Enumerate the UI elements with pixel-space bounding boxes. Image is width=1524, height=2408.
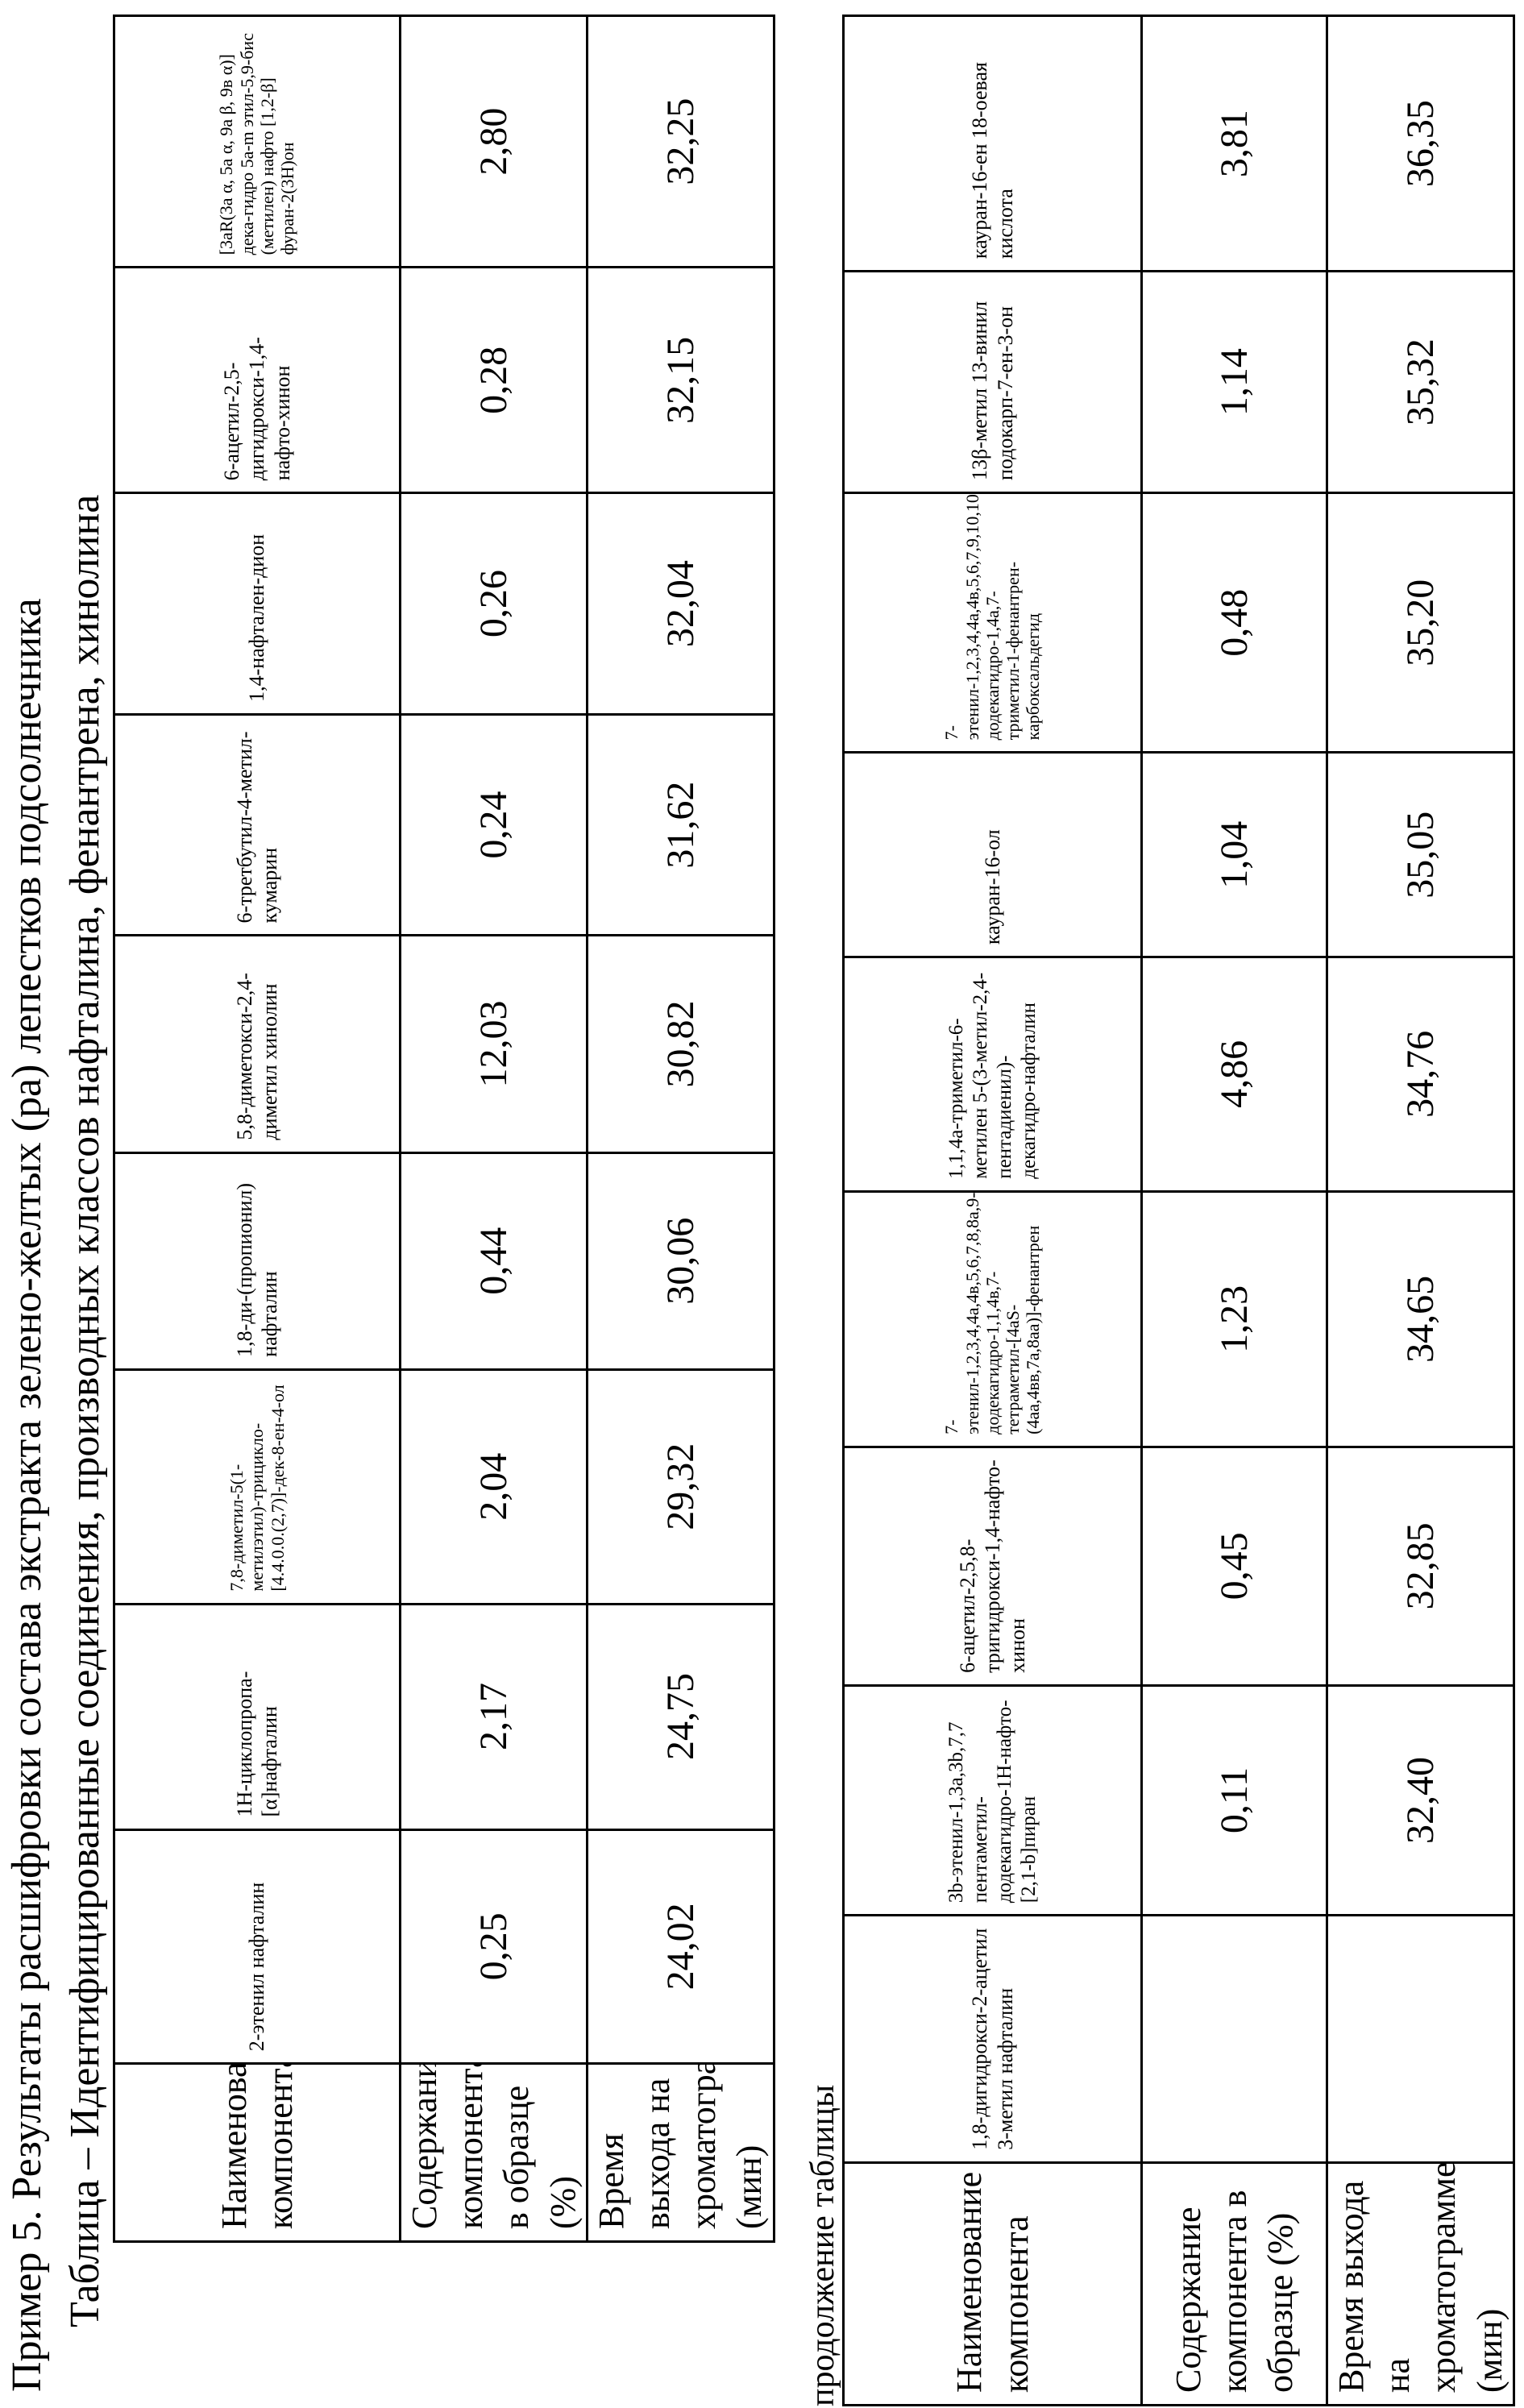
time-value: 30,82 xyxy=(587,936,774,1152)
compound-name: 6-третбутил-4-метил-кумарин xyxy=(114,714,401,936)
content-value: 4,86 xyxy=(1142,957,1327,1192)
content-value: 0,44 xyxy=(401,1152,588,1369)
compound-name: 1,1,4a-триметил-6-метилен 5-(3-метил-2,4-пентадиенил)-декагидро-нафталин xyxy=(844,957,1142,1192)
table-row xyxy=(114,16,401,2242)
content-value: 0,25 xyxy=(401,1829,588,2064)
compound-name: 6-ацетил-2,5-дигидрокси-1,4-нафто-хинон xyxy=(114,268,401,493)
table-row xyxy=(1327,16,1514,2406)
compounds-table xyxy=(113,15,775,2243)
compound-name: 1Н-циклопропа-[α]нафталин xyxy=(114,1604,401,1829)
time-value: 32,85 xyxy=(1327,1447,1514,1685)
content-value: 0,24 xyxy=(401,714,588,936)
table-caption: Таблица – Идентифицированные соединения, производных классов нафталина, фенантрена, хинолина xyxy=(64,495,106,2327)
row-header-content: Содержание компонента в образце (%) xyxy=(401,2064,588,2242)
content-value: 0,28 xyxy=(401,268,588,493)
content-value: 2,17 xyxy=(401,1604,588,1829)
time-value: 24,75 xyxy=(587,1604,774,1829)
time-value: 36,35 xyxy=(1327,16,1514,272)
row-header-time: Время выхода на хроматограмме, (мин) xyxy=(1327,2162,1514,2405)
compound-name: 3b-этенил-1,3a,3b,7,7 пентаметил-додекагидро-1Н-нафто-[2,1-b]пиран xyxy=(844,1685,1142,1915)
time-value: 24,02 xyxy=(587,1829,774,2064)
time-value xyxy=(1327,1916,1514,2163)
compound-name: 13β-метил 13-винил подокарп-7-ен-3-он xyxy=(844,272,1142,493)
compound-name: 2-этенил нафталин xyxy=(114,1829,401,2064)
table-row xyxy=(1142,16,1327,2406)
content-value: 1,04 xyxy=(1142,753,1327,957)
time-value: 30,06 xyxy=(587,1152,774,1369)
content-value: 2,80 xyxy=(401,16,588,268)
time-value: 32,40 xyxy=(1327,1685,1514,1915)
compound-name: 1,8-дигидрокси-2-ацетил 3-метил нафталин xyxy=(844,1916,1142,2163)
compound-name: 7-этенил-1,2,3,4,4a,4в,5,6,7,9,10,10a-додекагидро-1,4a,7-триметил-1-фенантрен-карбоксальдегид xyxy=(844,493,1142,753)
content-value: 1,14 xyxy=(1142,272,1327,493)
content-value: 1,23 xyxy=(1142,1191,1327,1447)
table-row xyxy=(587,16,774,2242)
compound-name: 7-этенил-1,2,3,4,4a,4в,5,6,7,8,8a,9-додекагидро-1,1,4в,7-тетраметил-[4aS-(4aa,4вв,7a,8aa)]-фенантрен xyxy=(844,1191,1142,1447)
time-value: 31,62 xyxy=(587,714,774,936)
compound-name: кауран-16-ол xyxy=(844,753,1142,957)
compound-name: кауран-16-ен 18-оевая кислота xyxy=(844,16,1142,272)
compound-name: 5,8-диметокси-2,4-диметил хинолин xyxy=(114,936,401,1152)
content-value: 0,48 xyxy=(1142,493,1327,753)
row-header-time: Время выхода на хроматограмме (мин) xyxy=(587,2064,774,2242)
time-value: 32,25 xyxy=(587,16,774,268)
time-value: 34,65 xyxy=(1327,1191,1514,1447)
table-row xyxy=(401,16,588,2242)
content-value: 12,03 xyxy=(401,936,588,1152)
content-value: 0,11 xyxy=(1142,1685,1327,1915)
compound-name: 6-ацетил-2,5,8-тригидрокси-1,4-нафто-хинон xyxy=(844,1447,1142,1685)
row-header-name: Наименование компонента xyxy=(114,2064,401,2242)
time-value: 35,32 xyxy=(1327,272,1514,493)
document-title: Пример 5. Результаты расшифровки состава экстракта зелено-желтых (ра) лепестков подсолнечника xyxy=(6,598,48,2392)
content-value: 0,26 xyxy=(401,493,588,715)
row-header-name: Наименование компонента xyxy=(844,2162,1142,2405)
time-value: 35,20 xyxy=(1327,493,1514,753)
compound-name: 1,4-нафтален-дион xyxy=(114,493,401,715)
time-value: 34,76 xyxy=(1327,957,1514,1192)
compounds-table-continued xyxy=(842,15,1515,2406)
time-value: 35,05 xyxy=(1327,753,1514,957)
time-value: 32,04 xyxy=(587,493,774,715)
compound-name: [3aR(3a α, 5a α, 9a β, 9в α)] дека-гидро 5а-m этил-5,9-бис (метилен) нафто [1,2-β] фуран-2(3Н)он xyxy=(114,16,401,268)
table-continuation-label: продолжение таблицы xyxy=(806,2085,840,2406)
table-row xyxy=(844,16,1142,2406)
content-value: 0,45 xyxy=(1142,1447,1327,1685)
content-value xyxy=(1142,1916,1327,2163)
content-value: 3,81 xyxy=(1142,16,1327,272)
time-value: 29,32 xyxy=(587,1369,774,1604)
compound-name: 7,8-диметил-5(1-метилэтил)-трицикло-[4.4.0.0.(2,7)]-дек-8-ен-4-ол xyxy=(114,1369,401,1604)
content-value: 2,04 xyxy=(401,1369,588,1604)
compound-name: 1,8-ди-(пропионил) нафталин xyxy=(114,1152,401,1369)
time-value: 32,15 xyxy=(587,268,774,493)
document-page xyxy=(0,0,1524,2408)
row-header-content: Содержание компонента в образце (%) xyxy=(1142,2162,1327,2405)
